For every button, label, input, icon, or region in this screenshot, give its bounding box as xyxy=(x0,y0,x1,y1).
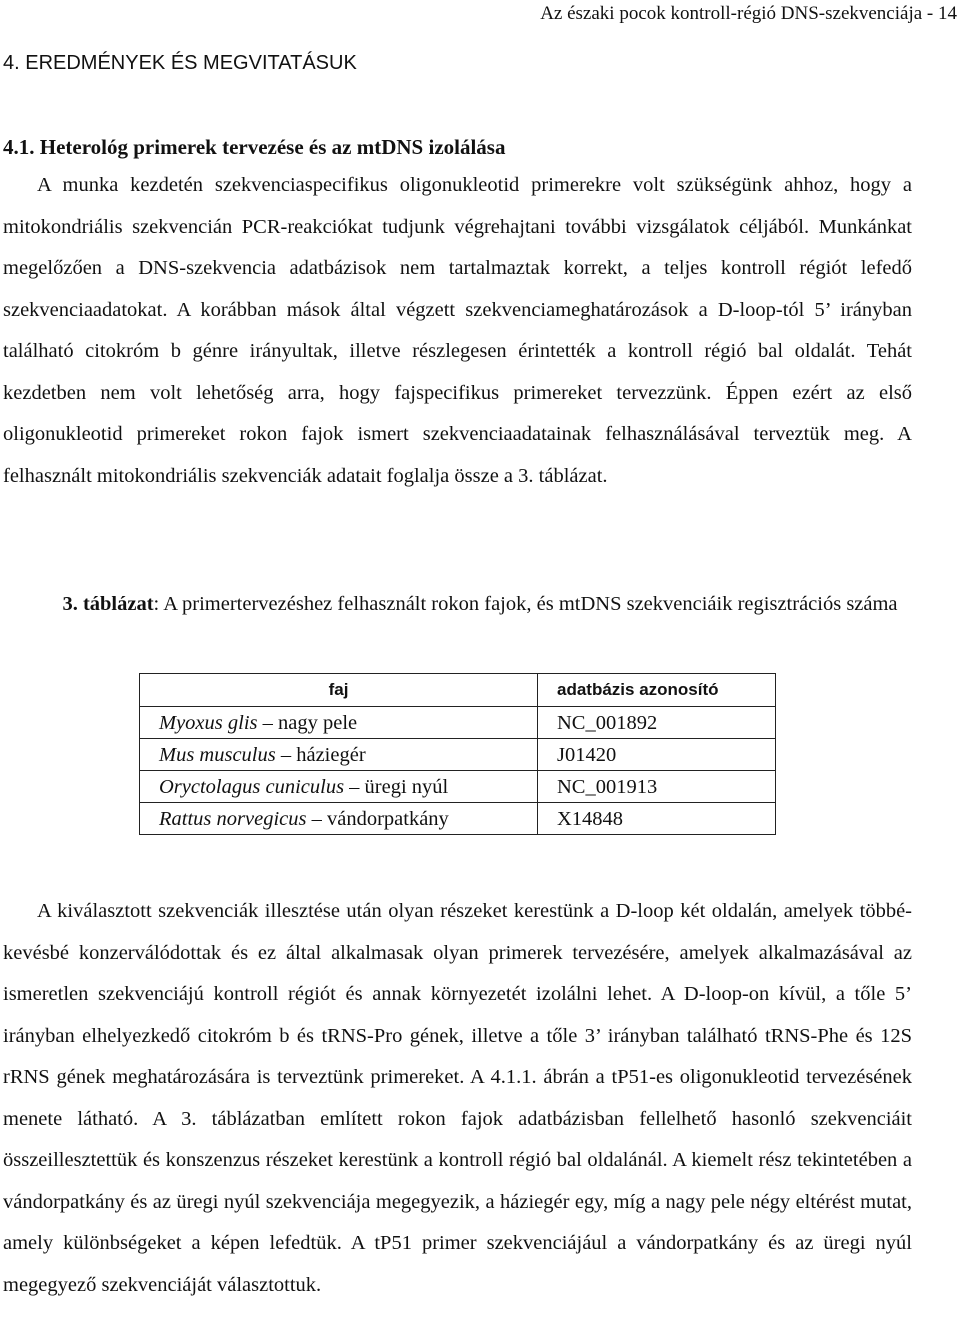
species-common-name: – vándorpatkány xyxy=(306,807,449,830)
paragraph-text: A munka kezdetén szekvenciaspecifikus oligonukleotid primerekre volt szükségünk ahhoz, hogy a mitokondriális szekvencián PCR-reakciókat tudjunk végrehajtani további vizsgálatok céljából. Munkánkat megelőzően a DNS-szekvencia adatbázisok nem tartalmaztak korrekt, a teljes kontroll régiót lefedő szekvenciaadatokat. A korábban mások által végzett szekvenciameghatározások a D-loop-tól 5’ irányban található citokróm b génre irányultak, illetve részlegesen érintették a kontroll régió bal oldalát. Tehát kezdetben nem volt lehetőség arra, hogy fajspecifikus primereket tervezzünk. Éppen ezért az első oligonukleotid primereket rokon fajok ismert szekvenciaadatainak felhasználásával terveztük meg. A felhasznált mitokondriális szekvenciák adatait foglalja össze a 3. táblázat. xyxy=(3,174,912,487)
species-common-name: – üregi nyúl xyxy=(344,775,449,798)
species-common-name: – nagy pele xyxy=(257,711,358,734)
species-latin-name: Rattus norvegicus xyxy=(159,807,307,830)
accession-cell: NC_001892 xyxy=(538,707,776,739)
species-cell xyxy=(140,739,538,771)
species-table xyxy=(139,673,776,835)
table-row xyxy=(140,803,776,835)
body-paragraph xyxy=(3,165,912,497)
species-latin-name: Mus musculus xyxy=(159,743,276,766)
accession-cell: J01420 xyxy=(538,739,776,771)
paragraph-text: A kiválasztott szekvenciák illesztése után olyan részeket kerestünk a D-loop két oldalán, amelyek többé-kevésbé konzerválódottak és ez által alkalmasak olyan primerek tervezésére, amelyek alkalmazásával az ismeretlen szekvenciájú kontroll régiót és annak környezetét izolálni lehet. A D-loop-on kívül, a tőle 5’ irányban elhelyezkedő citokróm b és tRNS-Pro gének, illetve a tőle 3’ irányban található tRNS-Phe és 12S rRNS gének meghatározására is terveztünk primereket. A 4.1.1. ábrán a tP51-es oligonukleotid tervezésének menete látható. A 3. táblázatban említett rokon fajok adatbázisban fellelhető hasonló szekvenciáit összeillesztettük és konszenzus részeket kerestünk a kontroll régió bal oldalánál. A kiemelt rész tekintetében a vándorpatkány és az üregi nyúl szekvenciája megegyezik, a háziegér egy, míg a nagy pele négy eltérést mutat, amely különbségeket a képen lefedtük. A tP51 primer szekvenciájául a vándorpatkány és az üregi nyúl megegyező szekvenciáját választottuk. xyxy=(3,900,912,1296)
table-row xyxy=(140,739,776,771)
species-cell xyxy=(140,771,538,803)
table-caption-label: 3. táblázat xyxy=(62,593,154,615)
table-header-row xyxy=(140,674,776,707)
table-header-species: faj xyxy=(140,674,538,707)
table-row xyxy=(140,707,776,739)
species-latin-name: Oryctolagus cuniculus xyxy=(159,775,345,798)
table-row xyxy=(140,771,776,803)
table-caption xyxy=(0,591,960,618)
section-title: 4.1. Heterológ primerek tervezése és az mtDNS izolálása xyxy=(3,135,506,159)
accession-cell: X14848 xyxy=(538,803,776,835)
accession-cell: NC_001913 xyxy=(538,771,776,803)
running-header: Az északi pocok kontroll-régió DNS-szekvenciája - 14 xyxy=(540,3,957,24)
species-cell xyxy=(140,803,538,835)
species-cell xyxy=(140,707,538,739)
table-header-accession: adatbázis azonosító xyxy=(538,674,776,707)
body-paragraph xyxy=(3,891,912,1306)
species-latin-name: Myoxus glis xyxy=(159,711,258,734)
table-caption-text: : A primertervezéshez felhasznált rokon fajok, és mtDNS szekvenciáik regisztrációs száma xyxy=(153,593,898,615)
species-common-name: – háziegér xyxy=(275,743,366,766)
chapter-title: 4. EREDMÉNYEK ÉS MEGVITATÁSUK xyxy=(3,52,357,74)
